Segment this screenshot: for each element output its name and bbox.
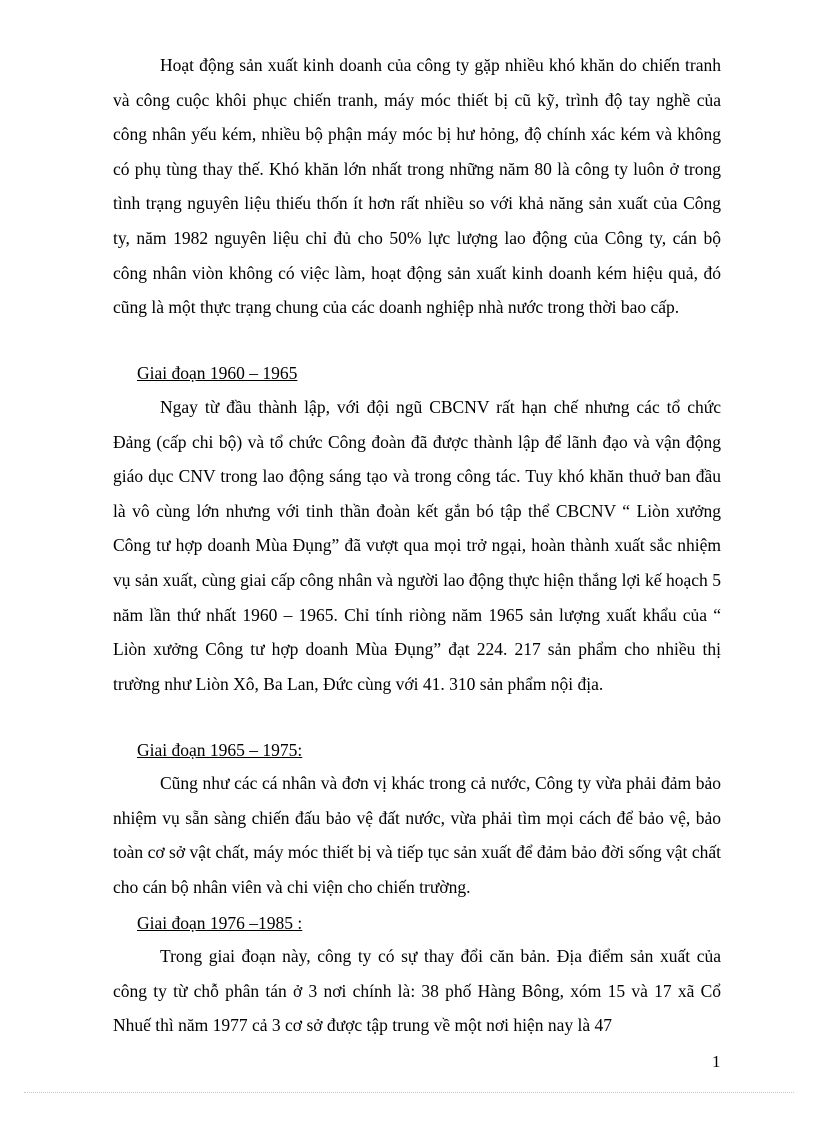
- heading-period-1965-1975: Giai đoạn 1965 – 1975:: [137, 740, 303, 760]
- paragraph-difficulties: Hoạt động sản xuất kinh doanh của công ty gặp nhiều khó khăn do chiến tranh và công cuộc khôi phục chiến tranh, máy móc thiết bị cũ kỹ, trình độ tay nghề của công nhân yếu kém, nhiều bộ phận máy móc bị hư hỏng, độ chính xác kém và không có phụ tùng thay thế. Khó khăn lớn nhất trong những năm 80 là công ty luôn ở trong tình trạng nguyên liệu thiếu thốn ít hơn rất nhiều so với khả năng sản xuất của Công ty, năm 1982 nguyên liệu chỉ đủ cho 50% lực lượng lao động của Công ty, cán bộ công nhân viòn không có việc làm, hoạt động sản xuất kinh doanh kém hiệu quả, đó cũng là một thực trạng chung của các doanh nghiệp nhà nước trong thời bao cấp.: [113, 55, 721, 318]
- paragraph-period-1965-1975: Cũng như các cá nhân và đơn vị khác trong cả nước, Công ty vừa phải đảm bảo nhiệm vụ sẵn sàng chiến đấu bảo vệ đất nước, vừa phải tìm mọi cách để bảo vệ, bảo toàn cơ sở vật chất, máy móc thiết bị và tiếp tục sản xuất để đảm bảo đời sống vật chất cho cán bộ nhân viên và chi viện cho chiến trường.: [113, 773, 721, 897]
- paragraph-period-1960-1965: Ngay từ đầu thành lập, với đội ngũ CBCNV rất hạn chế nhưng các tổ chức Đảng (cấp chi bộ) và tổ chức Công đoàn đã được thành lập để lãnh đạo và vận động giáo dục CNV trong lao động sáng tạo và trong công tác. Tuy khó khăn thuở ban đầu là vô cùng lớn nhưng với tinh thần đoàn kết gắn bó tập thể CBCNV “ Liòn xưởng Công tư hợp doanh Mùa Đụng” đã vượt qua mọi trở ngại, hoàn thành xuất sắc nhiệm vụ sản xuất, cùng giai cấp công nhân và người lao động thực hiện thắng lợi kế hoạch 5 năm lần thứ nhất 1960 – 1965. Chỉ tính riòng năm 1965 sản lượng xuất khẩu của “ Liòn xưởng Công tư hợp doanh Mùa Đụng” đạt 224. 217 sản phẩm cho nhiều thị trường như Liòn Xô, Ba Lan, Đức cùng với 41. 310 sản phẩm nội địa.: [113, 397, 721, 694]
- footer-divider: [24, 1092, 794, 1093]
- heading-period-1960-1965: Giai đoạn 1960 – 1965: [137, 363, 298, 383]
- heading-period-1976-1985: Giai đoạn 1976 –1985 :: [137, 913, 303, 933]
- page-number: 1: [712, 1052, 721, 1071]
- paragraph-period-1976-1985: Trong giai đoạn này, công ty có sự thay đổi căn bản. Địa điểm sản xuất của công ty từ chỗ phân tán ở 3 nơi chính là: 38 phố Hàng Bông, xóm 15 và 17 xã Cổ Nhuế thì năm 1977 cả 3 cơ sở được tập trung về một nơi hiện nay là 47: [113, 946, 721, 1036]
